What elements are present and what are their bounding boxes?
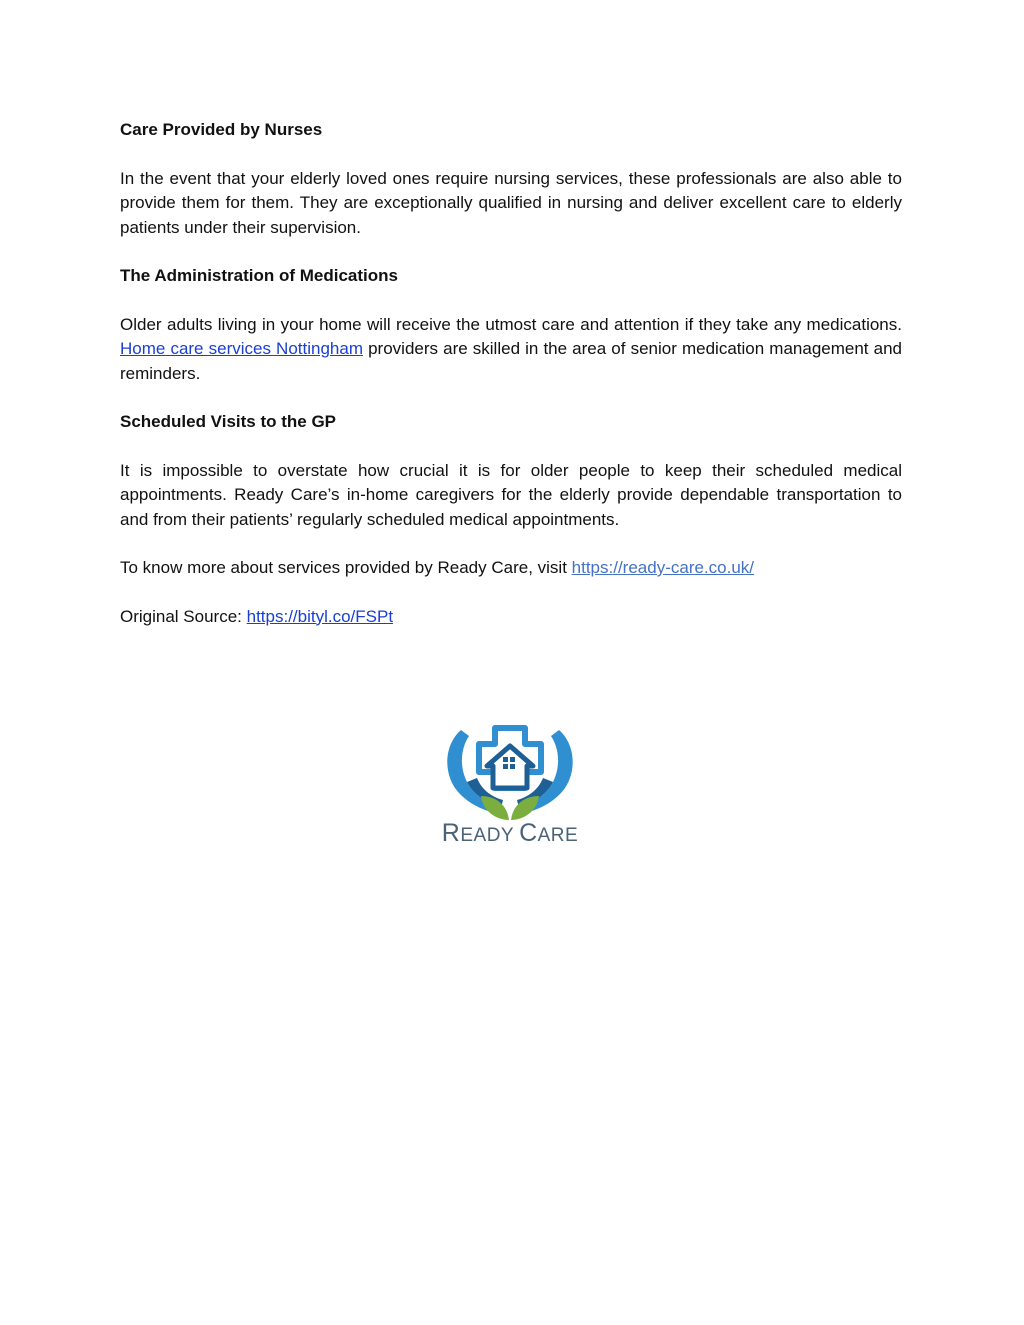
ready-care-logo [437,722,583,852]
medications-text-after: providers are skilled in the area of senior medication management and reminders. [120,339,902,383]
ready-care-website-link[interactable]: https://ready-care.co.uk/ [571,558,755,577]
document-body [120,118,902,653]
section-heading-nurses: Care Provided by Nurses [120,120,323,139]
original-source-line [120,605,902,630]
medications-text-before: Older adults living in your home will receive the utmost care and attention if they take any medications. [120,314,902,334]
logo-wordmark: READY CARE [441,819,579,847]
section-body-gp-visits: It is impossible to overstate how crucial it is for older people to keep their scheduled medical appointments. Ready Care’s in-home caregivers for the elderly provide dependable transportation to and from their patients’ regularly scheduled medical appointments. [120,460,902,529]
ready-care-emblem-icon [437,722,583,822]
section-body-nurses: In the event that your elderly loved ones require nursing services, these professionals are also able to provide them for them. They are exceptionally qualified in nursing and deliver excellent care to elderly patients under their supervision. [120,168,902,237]
section-body-medications [120,313,902,387]
section-heading-medications: The Administration of Medications [120,266,398,285]
section-heading-gp-visits: Scheduled Visits to the GP [120,412,337,431]
original-source-text: Original Source: [120,606,247,626]
more-info-text: To know more about services provided by Ready Care, visit [120,558,572,577]
more-info-line [120,556,902,581]
home-care-nottingham-link[interactable]: Home care services Nottingham [120,339,363,358]
original-source-link[interactable]: https://bityl.co/FSPt [246,606,394,626]
